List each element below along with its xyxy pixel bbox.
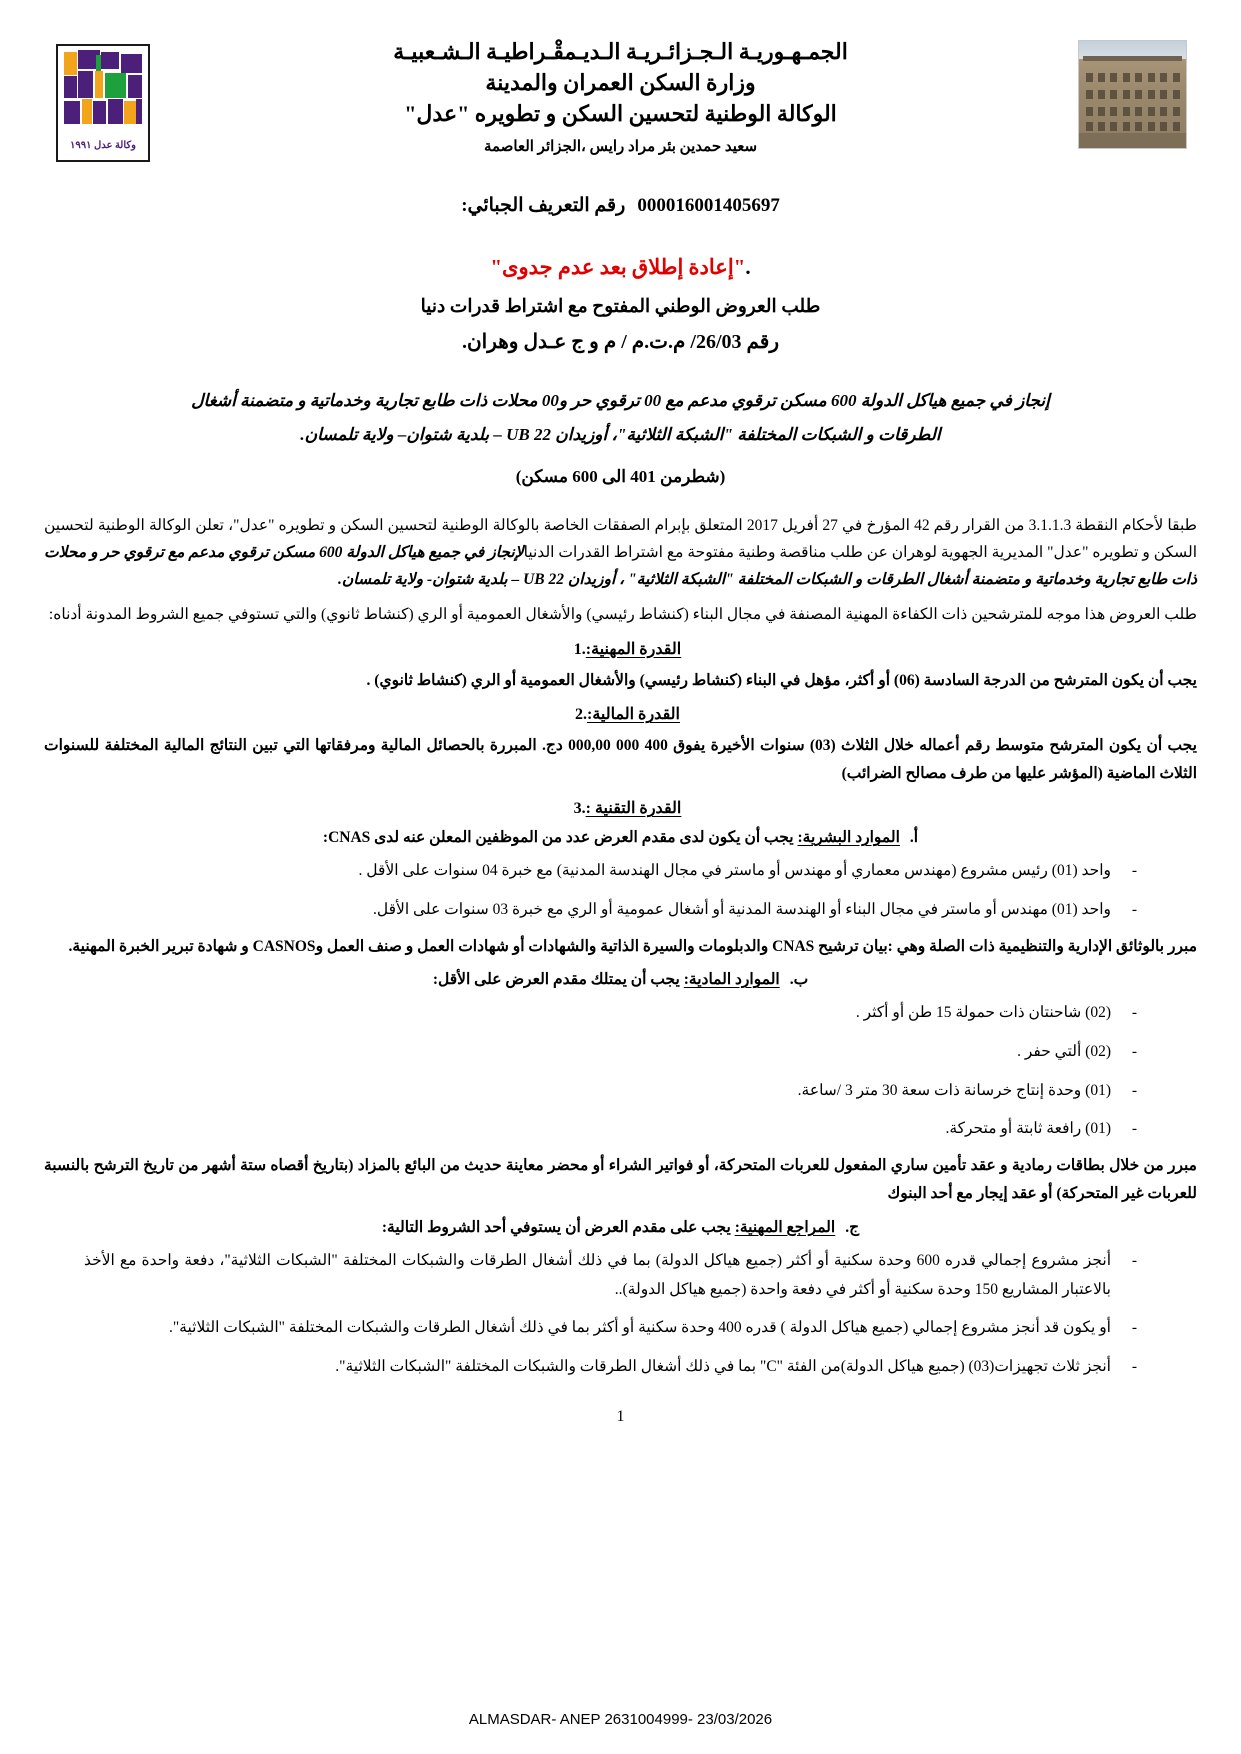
fiscal-id-value: 000016001405697 bbox=[637, 195, 780, 216]
subsection-letter: ب. bbox=[789, 971, 809, 989]
subsection-material-resources-heading bbox=[44, 970, 1197, 989]
photo-window-row bbox=[1085, 73, 1179, 82]
agency-address: سعيد حمدين بئر مراد رايس ،الجزائر العاصمة bbox=[483, 138, 758, 155]
relaunch-title-dot: . bbox=[745, 255, 751, 279]
human-resources-list bbox=[44, 857, 1197, 924]
tender-subtitle: طلب العروض الوطني المفتوح مع اشتراط قدرات دنيا bbox=[420, 297, 821, 317]
ministry-name: وزارة السكن العمران والمدينة bbox=[485, 70, 756, 96]
subsection-lead: يجب أن يمتلك مقدم العرض على الأقل: bbox=[432, 971, 684, 989]
subsection-title: الموارد المادية: bbox=[683, 971, 780, 989]
material-resources-list bbox=[44, 999, 1197, 1144]
section-marker: 1. bbox=[573, 640, 586, 658]
aadl-logo bbox=[56, 44, 150, 162]
list-item: - (01) رافعة ثابتة أو متحركة. bbox=[84, 1115, 1137, 1144]
logo-mosaic-icon bbox=[62, 50, 144, 138]
section-technical-capacity bbox=[44, 798, 1197, 1381]
project-line-2: الطرقات و الشبكات المختلفة "الشبكة الثلاثية"، أوزيدان UB 22 – بلدية شتوان– ولاية تلمسان. bbox=[300, 425, 941, 444]
header-title-block bbox=[44, 26, 1197, 156]
list-item: - واحد (01) مهندس أو ماستر في مجال البناء أو الهندسة المدنية أو أشغال عمومية أو الري مع خبرة 03 سنوات على الأقل. bbox=[84, 896, 1137, 925]
fiscal-id-label: رقم التعريف الجبائي: bbox=[461, 195, 626, 216]
subsection-letter: ج. bbox=[845, 1218, 860, 1236]
section-title: القدرة التقنية : bbox=[585, 800, 682, 818]
section-heading bbox=[44, 639, 1197, 659]
legal-basis-project-text: لإنجاز في جميع هياكل الدولة 600 مسكن ترقوي مدعم مع ترقوي حر و محلات ذات طابع تجارية وخدماتية و متضمنة أشغال الطرقات و الشبكات المختلفة "الشبكة الثلاثية" ، أوزيدان UB 22 – بلدية شتوان- ولاية تلمسان. bbox=[44, 544, 1197, 589]
human-resources-note: مبرر بالوثائق الإدارية والتنظيمية ذات الصلة وهي :بيان ترشيح CNAS والدبلومات والسيرة الذاتية والشهادات أو شهادات العمل و صنف العمل وCASNOS و شهادة تبرير الخبرة المهنية. bbox=[68, 937, 1197, 955]
relaunch-title-text: "إعادة إطلاق بعد عدم جدوى" bbox=[490, 255, 746, 279]
legal-basis-text: طبقا لأحكام النقطة 3.1.1.3 من القرار رقم 42 المؤرخ في 27 أفريل 2017 المتعلق بإبرام الصفقات الخاصة بالوكالة الوطنية لتحسين السكن و تطويره "عدل"، تعلن الوكالة الوطنية لتحسين السكن و تطويره "عدل" المديرية الجهوية لوهران عن طلب مناقصة وطنية مفتوحة مع اشتراط القدرات الدنيا bbox=[44, 517, 1197, 562]
building-photo bbox=[1078, 40, 1187, 149]
project-description bbox=[44, 384, 1197, 494]
references-list bbox=[44, 1247, 1197, 1382]
capacity-sections bbox=[44, 639, 1197, 1382]
subsection-letter: أ. bbox=[909, 829, 919, 847]
subsection-lead: يجب أن يكون لدى مقدم العرض عدد من الموظفين المعلن عنه لدى CNAS: bbox=[322, 829, 798, 847]
photo-window-row bbox=[1085, 107, 1179, 116]
photo-window-row bbox=[1085, 122, 1179, 131]
section-body: يجب أن يكون المترشح من الدرجة السادسة (06) أو أكثر، مؤهل في البناء (كنشاط رئيسي) والأشغال العمومية أو الري (كنشاط ثانوي) . bbox=[366, 671, 1197, 689]
section-heading bbox=[44, 704, 1197, 724]
section-marker: 3. bbox=[573, 800, 586, 818]
subsection-references-heading bbox=[44, 1218, 1197, 1237]
document-header bbox=[44, 26, 1197, 166]
photo-roofline bbox=[1083, 56, 1181, 61]
section-heading bbox=[44, 798, 1197, 818]
logo-caption: وكالة عدل ١٩٩١ bbox=[69, 140, 136, 151]
anep-footer: ALMASDAR- ANEP 2631004999- 23/03/2026 bbox=[468, 1711, 773, 1728]
photo-window-row bbox=[1085, 90, 1179, 99]
material-resources-note: مبرر من خلال بطاقات رمادية و عقد تأمين ساري المفعول للعربات المتحركة، أو فواتير الشراء أو محضر معاينة حديث من البائع بالمزاد (بتاريخ أقصاه ستة أشهر من تاريخ الترشح بالنسبة للعربات غير المتحركة) أو عقد إيجار مع أحد البنوك bbox=[44, 1157, 1197, 1202]
list-item: - أنجز مشروع إجمالي قدره 600 وحدة سكنية أو أكثر (جميع هياكل الدولة) بما في ذلك أشغال الطرقات والشبكات المختلفة "الشبكات الثلاثية"، دفعة واحدة مع الأخذ بالاعتبار المشاريع 150 وحدة سكنية أو أكثر في دفعة واحدة (جميع هياكل الدولة).. bbox=[84, 1247, 1137, 1304]
section-professional-capacity bbox=[44, 639, 1197, 695]
section-marker: 2. bbox=[575, 706, 587, 724]
relaunch-title bbox=[44, 255, 1197, 280]
subsection-title: الموارد البشرية: bbox=[797, 829, 900, 847]
section-title: القدرة المالية: bbox=[587, 706, 680, 724]
project-lot-range: (شطرمن 401 الى 600 مسكن) bbox=[515, 467, 726, 486]
fiscal-id-line bbox=[44, 194, 1197, 217]
list-item: - (02) ألتي حفر . bbox=[84, 1038, 1137, 1067]
tender-reference: رقم 26/03/ م.ت.م / م و ج عـدل وهران. bbox=[461, 331, 780, 353]
project-line-1: إنجاز في جميع هياكل الدولة 600 مسكن ترقوي مدعم مع 00 ترقوي حر و00 محلات ذات طابع تجارية وخدماتية و متضمنة أشغال bbox=[191, 391, 1050, 410]
subsection-lead: يجب على مقدم العرض أن يستوفي أحد الشروط التالية: bbox=[381, 1218, 735, 1236]
list-item: - واحد (01) رئيس مشروع (مهندس معماري أو مهندس أو ماستر في مجال الهندسة المدنية) مع خبرة 04 سنوات على الأقل . bbox=[84, 857, 1137, 886]
subsection-title: المراجع المهنية: bbox=[734, 1218, 836, 1236]
section-title: القدرة المهنية: bbox=[585, 640, 682, 658]
agency-name: الوكالة الوطنية لتحسين السكن و تطويره "عدل" bbox=[404, 101, 837, 127]
photo-base bbox=[1079, 133, 1186, 148]
section-body: يجب أن يكون المترشح متوسط رقم أعماله خلال الثلاث (03) سنوات الأخيرة يفوق 400 000 000,00 دج. المبررة بالحصائل المالية ومرفقاتها التي تبين النتائج المالية المختلفة للسنوات الثلاث الماضية (المؤشر عليها من طرف مصالح الضرائب) bbox=[44, 737, 1197, 783]
subsection-human-resources-heading bbox=[44, 828, 1197, 847]
list-item: - (01) وحدة إنتاج خرسانة ذات سعة 30 متر 3 /ساعة. bbox=[84, 1077, 1137, 1106]
eligibility-paragraph: طلب العروض هذا موجه للمترشحين ذات الكفاءة المهنية المصنفة في مجال البناء (كنشاط رئيسي) والأشغال العمومية أو الري (كنشاط ثانوي) والتي تستوفي جميع الشروط المدونة أدناه: bbox=[48, 606, 1197, 624]
list-item: - أنجز ثلاث تجهيزات(03) (جميع هياكل الدولة)من الفئة "C" بما في ذلك أشغال الطرقات والشبكات المختلفة "الشبكات الثلاثية". bbox=[84, 1353, 1137, 1382]
legal-basis-paragraph bbox=[44, 512, 1197, 593]
page-number: 1 bbox=[616, 1407, 625, 1425]
country-name: الجمـهـوريـة الـجـزائـريـة الـديـمقْـراطيـة الـشـعبيـة bbox=[393, 39, 848, 64]
section-financial-capacity bbox=[44, 704, 1197, 788]
list-item: - (02) شاحنتان ذات حمولة 15 طن أو أكثر . bbox=[84, 999, 1137, 1028]
list-item: - أو يكون قد أنجز مشروع إجمالي (جميع هياكل الدولة ) قدره 400 وحدة سكنية أو أكثر بما في ذلك أشغال الطرقات والشبكات المختلفة "الشبكات الثلاثية". bbox=[84, 1314, 1137, 1343]
